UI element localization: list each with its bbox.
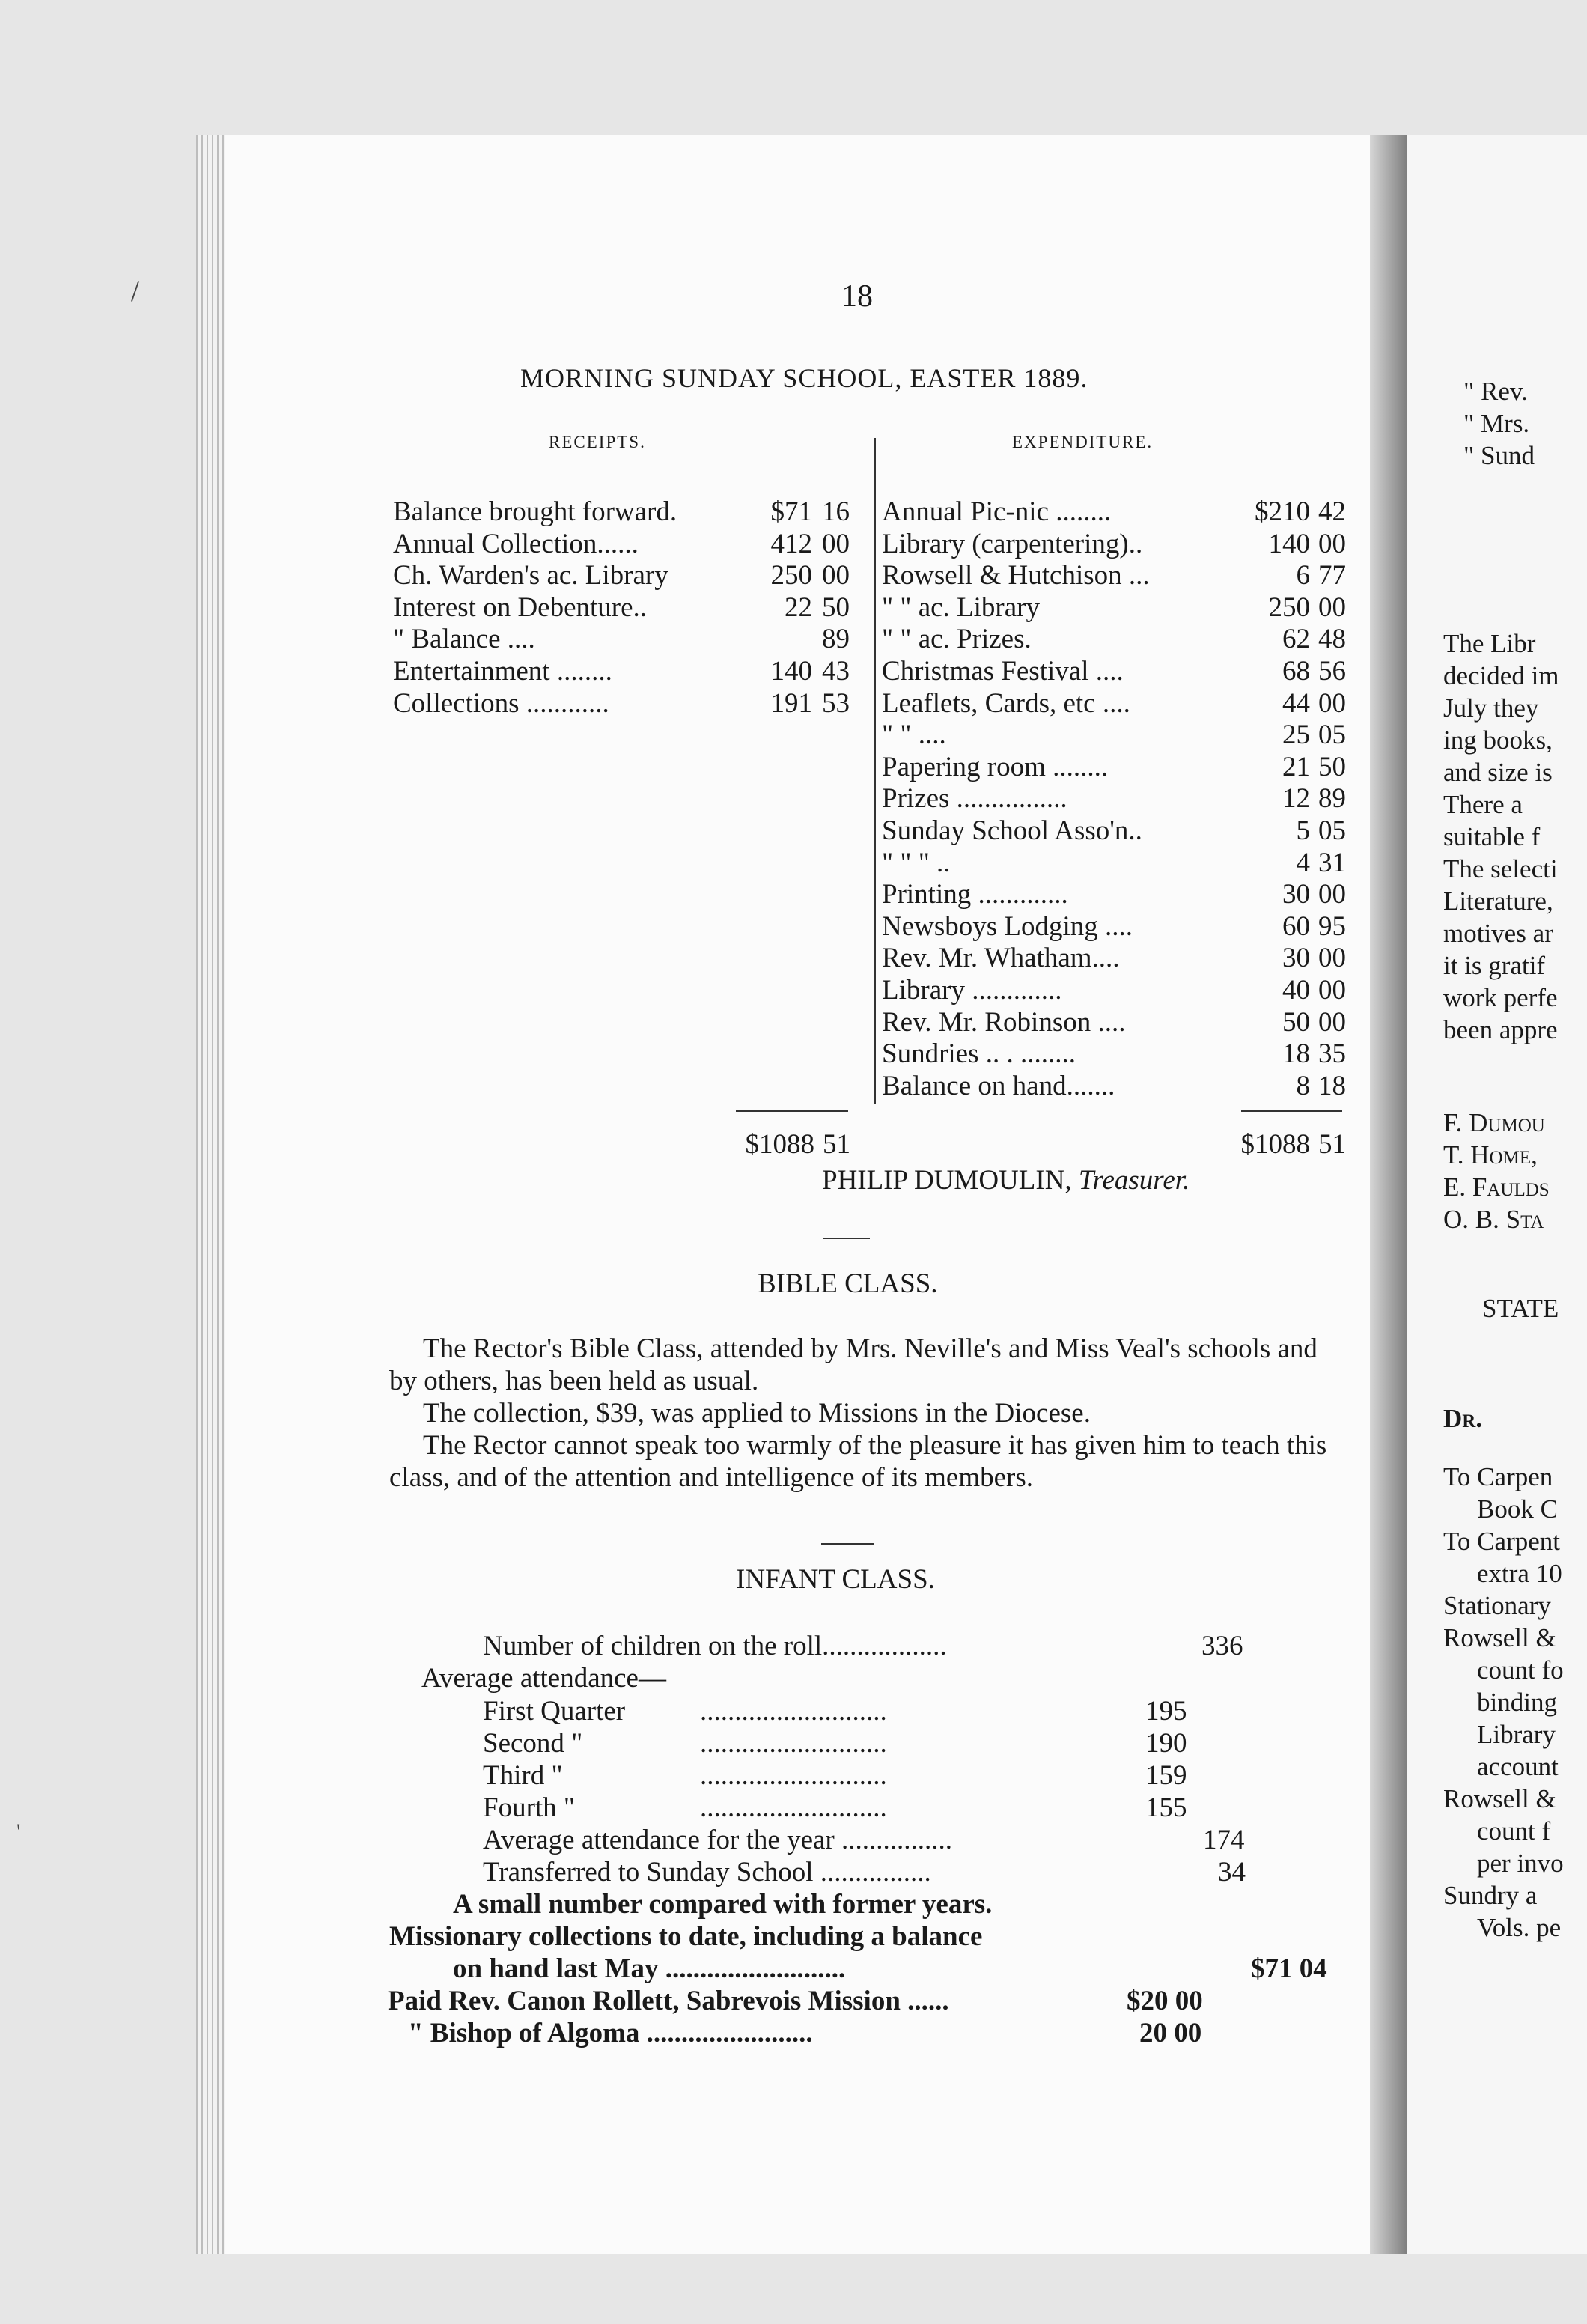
expenditure-dollars: 21 xyxy=(1282,751,1310,782)
bible-class-paragraph: The Rector cannot speak too warmly of the pleasure it has given him to teach this class, and of the attention and intelligence of its members. xyxy=(389,1430,1327,1493)
expenditure-row xyxy=(882,815,1350,847)
expenditure-row xyxy=(882,688,1350,720)
expenditure-row xyxy=(882,975,1350,1006)
right-page-line: " Mrs. xyxy=(1463,409,1530,438)
page-number: 18 xyxy=(841,279,873,314)
expenditure-label: " " ac. Library xyxy=(882,591,1040,623)
expenditure-dollars: 6 xyxy=(1296,560,1310,591)
expenditure-label: Leaflets, Cards, etc .... xyxy=(882,687,1130,719)
expenditure-cents: 05 xyxy=(1318,815,1346,846)
right-page-ledger-line: Rowsell & xyxy=(1443,1623,1556,1652)
expenditure-cents: 95 xyxy=(1318,910,1346,942)
expenditure-label: Balance on hand....... xyxy=(882,1070,1115,1101)
paid-value: 20 00 xyxy=(1139,2018,1202,2048)
right-page-name: F. Dumou xyxy=(1443,1108,1545,1137)
transferred-value: 34 xyxy=(1218,1857,1246,1888)
right-page-statement-heading: STATE xyxy=(1482,1294,1559,1323)
expenditure-row xyxy=(882,911,1350,943)
expenditure-cents: 18 xyxy=(1318,1070,1346,1101)
right-page-ledger-line: per invo xyxy=(1477,1849,1564,1878)
small-number-note: A small number compared with former years. xyxy=(453,1889,993,1920)
expenditure-cents: 00 xyxy=(1318,975,1346,1006)
expenditure-row xyxy=(882,529,1350,560)
receipt-label: Entertainment ........ xyxy=(393,656,612,687)
expenditure-dollars: 60 xyxy=(1282,910,1310,942)
average-attendance-label: Average attendance— xyxy=(421,1663,666,1694)
quarter-dots: ........................... xyxy=(700,1696,887,1727)
expenditure-dollars: 40 xyxy=(1282,975,1310,1006)
receipt-label: Interest on Debenture.. xyxy=(393,591,648,623)
bible-class-paragraph: The Rector's Bible Class, attended by Mrs. Neville's and Miss Veal's schools and by others, has been held as usual. xyxy=(389,1333,1318,1396)
expenditure-dollars: 30 xyxy=(1282,879,1310,910)
expenditure-label: " " ac. Prizes. xyxy=(882,624,1032,655)
expenditure-label: Library ............. xyxy=(882,975,1062,1006)
expenditure-cents: 89 xyxy=(1318,783,1346,815)
receipt-dollars: $71 xyxy=(770,496,812,527)
right-page-line: There a xyxy=(1443,790,1523,819)
expenditure-row xyxy=(882,1071,1350,1102)
right-page-ledger-line: Vols. pe xyxy=(1477,1913,1562,1942)
right-page-ledger-line: count fo xyxy=(1477,1655,1564,1685)
expenditure-label: Prizes ................ xyxy=(882,783,1067,815)
total-dollars: $1088 xyxy=(745,1129,814,1160)
expenditure-total xyxy=(1228,1129,1352,1161)
receipts-row xyxy=(393,560,857,591)
right-page-ledger-line: account xyxy=(1477,1752,1559,1781)
scan-mark: ' xyxy=(16,1819,21,1844)
right-page-ledger-line: Book C xyxy=(1477,1494,1558,1524)
expenditure-cents: 00 xyxy=(1318,687,1346,719)
expenditure-cents: 77 xyxy=(1318,560,1346,591)
receipt-dollars: 22 xyxy=(785,591,812,623)
transferred-label: Transferred to Sunday School ................ xyxy=(483,1857,931,1888)
right-page-line: The Libr xyxy=(1443,629,1536,658)
receipt-label: Annual Collection...... xyxy=(393,528,639,559)
expenditure-cents: 50 xyxy=(1318,751,1346,782)
scan-mark: / xyxy=(131,274,140,308)
expenditure-cents: 00 xyxy=(1318,1006,1346,1038)
receipt-label: Collections ............ xyxy=(393,687,609,719)
right-page-line: and size is xyxy=(1443,758,1553,787)
expenditure-cents: 42 xyxy=(1318,496,1346,527)
expenditure-cents: 00 xyxy=(1318,879,1346,910)
expenditure-label: Sunday School Asso'n.. xyxy=(882,815,1142,846)
roll-label: Number of children on the roll.................. xyxy=(483,1631,947,1661)
right-page-ledger-line: Sundry a xyxy=(1443,1881,1538,1910)
expenditure-row xyxy=(882,879,1350,910)
expenditure-label: Library (carpentering).. xyxy=(882,528,1143,559)
expenditure-dollars: 12 xyxy=(1282,783,1310,815)
total-dollars: $1088 xyxy=(1240,1129,1310,1160)
right-page-dr: Dr. xyxy=(1443,1404,1483,1433)
expenditure-label: Christmas Festival .... xyxy=(882,656,1124,687)
receipt-cents: 50 xyxy=(822,591,850,623)
right-page-ledger-line: binding xyxy=(1477,1688,1557,1717)
treasurer-name: PHILIP DUMOULIN, xyxy=(822,1165,1072,1196)
quarter-dots: ........................... xyxy=(700,1728,887,1759)
right-page-line: suitable f xyxy=(1443,822,1541,851)
expenditure-cents: 56 xyxy=(1318,656,1346,687)
paid-label: Paid Rev. Canon Rollett, Sabrevois Mission ...... xyxy=(388,1986,949,2016)
receipt-dollars: 140 xyxy=(770,656,812,687)
right-page-line: motives ar xyxy=(1443,919,1553,948)
expenditure-heading: EXPENDITURE. xyxy=(1012,433,1154,451)
right-page-line: work perfe xyxy=(1443,983,1558,1012)
expenditure-label: " " " .. xyxy=(882,847,951,878)
expenditure-row xyxy=(882,783,1350,815)
receipts-row xyxy=(393,624,857,655)
receipts-total xyxy=(734,1129,858,1161)
receipt-cents: 89 xyxy=(822,624,850,655)
receipts-heading: RECEIPTS. xyxy=(549,433,646,451)
right-page-line: Literature, xyxy=(1443,886,1553,916)
expenditure-dollars: 50 xyxy=(1282,1006,1310,1038)
right-page-line: The selecti xyxy=(1443,854,1558,883)
expenditure-dollars: 250 xyxy=(1268,591,1310,623)
right-page-name: O. B. Sta xyxy=(1443,1205,1544,1234)
receipt-dollars: 412 xyxy=(770,528,812,559)
expenditure-dollars: $210 xyxy=(1255,496,1310,527)
expenditure-row xyxy=(882,624,1350,655)
column-divider xyxy=(874,438,876,1104)
expenditure-row xyxy=(882,592,1350,624)
expenditure-label: Rev. Mr. Whatham.... xyxy=(882,943,1120,974)
quarter-label: Fourth " xyxy=(483,1792,576,1823)
expenditure-row xyxy=(882,496,1350,528)
receipt-dollars: 250 xyxy=(770,560,812,591)
expenditure-label: Printing ............. xyxy=(882,879,1068,910)
page-title: MORNING SUNDAY SCHOOL, EASTER 1889. xyxy=(520,363,1088,393)
right-page-line: July they xyxy=(1443,693,1539,723)
expenditure-row xyxy=(882,1038,1350,1070)
page-edge-stack xyxy=(196,135,226,2254)
receipt-cents: 16 xyxy=(822,496,850,527)
right-page-name: T. Home, xyxy=(1443,1140,1538,1169)
receipt-cents: 00 xyxy=(822,528,850,559)
missionary-line: Missionary collections to date, including a balance xyxy=(389,1921,983,1952)
expenditure-cents: 05 xyxy=(1318,720,1346,751)
bible-class-paragraph: The collection, $39, was applied to Missions in the Diocese. xyxy=(423,1398,1091,1429)
receipt-label: Balance brought forward. xyxy=(393,496,677,527)
expenditure-cents: 00 xyxy=(1318,528,1346,559)
right-page-line: " Sund xyxy=(1463,441,1535,470)
expenditure-cents: 00 xyxy=(1318,591,1346,623)
receipt-dollars: 191 xyxy=(770,687,812,719)
receipt-cents: 00 xyxy=(822,560,850,591)
expenditure-row xyxy=(882,848,1350,879)
expenditure-row xyxy=(882,1007,1350,1038)
right-page-ledger-line: Rowsell & xyxy=(1443,1784,1556,1813)
expenditure-label: Rev. Mr. Robinson .... xyxy=(882,1006,1126,1038)
expenditure-label: Annual Pic-nic ........ xyxy=(882,496,1112,527)
missionary-line: on hand last May .......................... xyxy=(453,1953,846,1984)
expenditure-dollars: 30 xyxy=(1282,943,1310,974)
right-page-line: decided im xyxy=(1443,661,1559,690)
expenditure-cents: 48 xyxy=(1318,624,1346,655)
expenditure-row xyxy=(882,720,1350,751)
quarter-label: Second " xyxy=(483,1728,583,1759)
avg-year-value: 174 xyxy=(1203,1825,1245,1855)
right-page-ledger-line: count f xyxy=(1477,1816,1551,1846)
total-cents: 51 xyxy=(1318,1129,1346,1160)
expenditure-cents: 35 xyxy=(1318,1038,1346,1070)
expenditure-row xyxy=(882,656,1350,687)
expenditure-dollars: 140 xyxy=(1268,528,1310,559)
quarter-dots: ........................... xyxy=(700,1760,887,1791)
receipts-row xyxy=(393,529,857,560)
quarter-dots: ........................... xyxy=(700,1792,887,1823)
right-page-ledger-line: extra 10 xyxy=(1477,1559,1562,1588)
expenditure-row xyxy=(882,752,1350,783)
receipts-row xyxy=(393,656,857,687)
avg-year-label: Average attendance for the year ................ xyxy=(483,1825,952,1855)
expenditure-cents: 00 xyxy=(1318,943,1346,974)
expenditure-dollars: 4 xyxy=(1296,847,1310,878)
expenditure-label: Rowsell & Hutchison ... xyxy=(882,560,1150,591)
bible-class-text xyxy=(389,1333,1347,1494)
quarter-value: 190 xyxy=(1145,1728,1187,1759)
receipts-total-rule xyxy=(736,1110,848,1112)
quarter-value: 155 xyxy=(1145,1792,1187,1823)
right-page-ledger-line: Library xyxy=(1477,1720,1556,1749)
expenditure-dollars: 5 xyxy=(1296,815,1310,846)
right-page-ledger-line: Stationary xyxy=(1443,1591,1551,1620)
section-divider xyxy=(823,1238,870,1239)
expenditure-cents: 31 xyxy=(1318,847,1346,878)
receipt-label: " Balance .... xyxy=(393,624,535,655)
receipts-row xyxy=(393,688,857,720)
quarter-value: 159 xyxy=(1145,1760,1187,1791)
expenditure-label: " " .... xyxy=(882,720,946,751)
expenditure-label: Sundries .. . ........ xyxy=(882,1038,1076,1070)
expenditure-dollars: 44 xyxy=(1282,687,1310,719)
receipt-label: Ch. Warden's ac. Library xyxy=(393,560,668,591)
expenditure-total-rule xyxy=(1241,1110,1342,1112)
missionary-value: $71 04 xyxy=(1251,1953,1327,1984)
infant-class-heading: INFANT CLASS. xyxy=(736,1564,935,1595)
right-page-ledger-line: To Carpent xyxy=(1443,1527,1560,1556)
treasurer-signature xyxy=(822,1164,1190,1196)
paid-value: $20 00 xyxy=(1127,1986,1203,2016)
expenditure-row xyxy=(882,560,1350,591)
quarter-label: Third " xyxy=(483,1760,563,1791)
total-cents: 51 xyxy=(823,1129,850,1160)
receipts-row xyxy=(393,592,857,624)
expenditure-dollars: 62 xyxy=(1282,624,1310,655)
right-page-ledger-line: To Carpen xyxy=(1443,1462,1553,1491)
expenditure-row xyxy=(882,943,1350,974)
right-page-name: E. Faulds xyxy=(1443,1172,1550,1202)
right-page-line: " Rev. xyxy=(1463,377,1528,406)
treasurer-title: Treasurer. xyxy=(1078,1165,1190,1196)
receipts-row xyxy=(393,496,857,528)
expenditure-label: Papering room ........ xyxy=(882,751,1109,782)
expenditure-dollars: 25 xyxy=(1282,720,1310,751)
quarter-label: First Quarter xyxy=(483,1696,626,1727)
receipt-cents: 43 xyxy=(822,656,850,687)
expenditure-dollars: 68 xyxy=(1282,656,1310,687)
paid-label: " Bishop of Algoma ........................ xyxy=(408,2018,813,2048)
expenditure-label: Newsboys Lodging .... xyxy=(882,910,1133,942)
roll-value: 336 xyxy=(1201,1631,1243,1661)
right-page-line: ing books, xyxy=(1443,726,1553,755)
bible-class-heading: BIBLE CLASS. xyxy=(758,1268,938,1299)
section-divider xyxy=(821,1543,874,1545)
expenditure-dollars: 18 xyxy=(1282,1038,1310,1070)
right-page-line: been appre xyxy=(1443,1015,1558,1044)
right-page-line: it is gratif xyxy=(1443,951,1546,980)
receipt-cents: 53 xyxy=(822,687,850,719)
quarter-value: 195 xyxy=(1145,1696,1187,1727)
expenditure-dollars: 8 xyxy=(1296,1070,1310,1101)
